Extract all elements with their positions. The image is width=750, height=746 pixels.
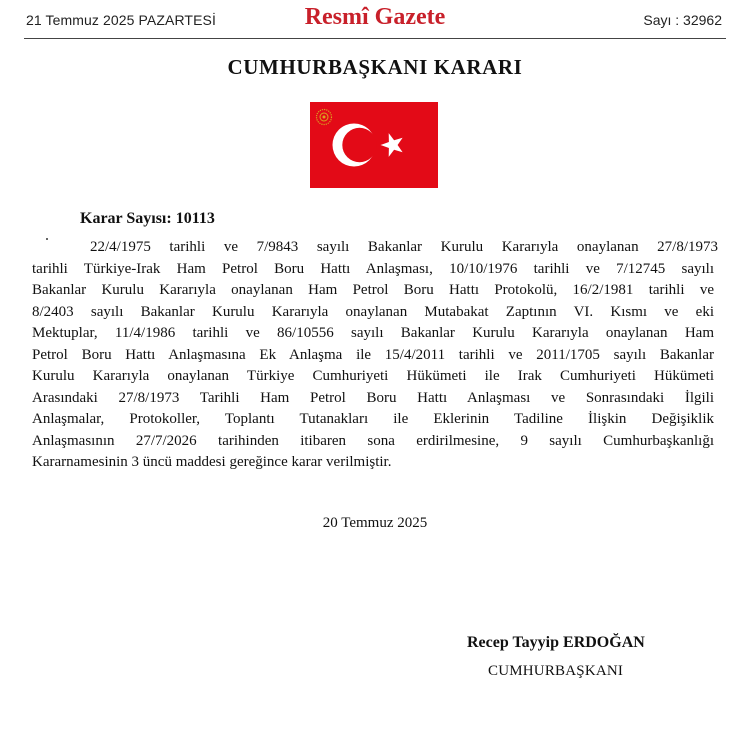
decree-title: CUMHURBAŞKANI KARARI [227,55,523,79]
publication-date: 21 Temmuz 2025 PAZARTESİ [26,12,216,28]
body-line: 8/2403 sayılı Bakanlar Kurulu Kararıyla onaylanan Mutabakat Zaptının VI. Kısmı ve eki [32,303,714,320]
gazette-name: Resmî Gazete [304,4,446,30]
signer-last-name: ERDOĞAN [563,634,645,651]
issue-number: Sayı : 32962 [643,12,722,28]
body-line: Arasındaki 27/8/1973 Tarihli Ham Petrol Boru Hattı Anlaşması ve Sonrasındaki İlgili [32,389,714,406]
body-line: Mektuplar, 11/4/1986 tarihli ve 86/10556 sayılı Bakanlar Kurulu Kararıyla onaylanan Ham [32,325,714,341]
margin-mark [46,238,48,240]
body-line: Anlaşmalar, Protokoller, Toplantı Tutanakları ile Eklerinin Tadiline İlişkin Değişiklik [32,411,714,427]
decree-body [32,237,718,474]
body-line: Petrol Boru Hattı Anlaşmasına Ek Anlaşma ile 15/4/2011 tarihli ve 2011/1705 sayılı Bakanlar [32,346,714,363]
crescent-inner [342,128,376,162]
body-line: Kurulu Kararıyla onaylanan Türkiye Cumhuriyeti Hükümeti ile Irak Cumhuriyeti Hükümeti [32,368,714,384]
body-line: tarihli Türkiye-Irak Ham Petrol Boru Hattı Anlaşması, 10/10/1976 tarihli ve 7/12745 sayılı [32,260,714,277]
signature-date: 20 Temmuz 2025 [322,515,428,531]
signer-first-name: Recep Tayyip [467,634,564,651]
body-line: Anlaşmasının 27/7/2026 tarihinden itibaren sona erdirilmesine, 9 sayılı Cumhurbaşkanlığı [32,432,714,449]
turkish-flag-icon [310,102,438,188]
signer-name [467,634,645,652]
body-line: Kararnamesinin 3 üncü maddesi gereğince karar verilmiştir. [32,454,392,470]
header-divider [24,38,726,39]
body-line: 22/4/1975 tarihli ve 7/9843 sayılı Bakanlar Kurulu Kararıyla onaylanan 27/8/1973 [90,239,718,255]
decision-number: Karar Sayısı: 10113 [80,210,215,227]
signer-title: CUMHURBAŞKANI [488,663,624,679]
body-line: Bakanlar Kurulu Kararıyla onaylanan Ham Petrol Boru Hattı Protokolü, 16/2/1981 tarihli ve [32,282,714,298]
